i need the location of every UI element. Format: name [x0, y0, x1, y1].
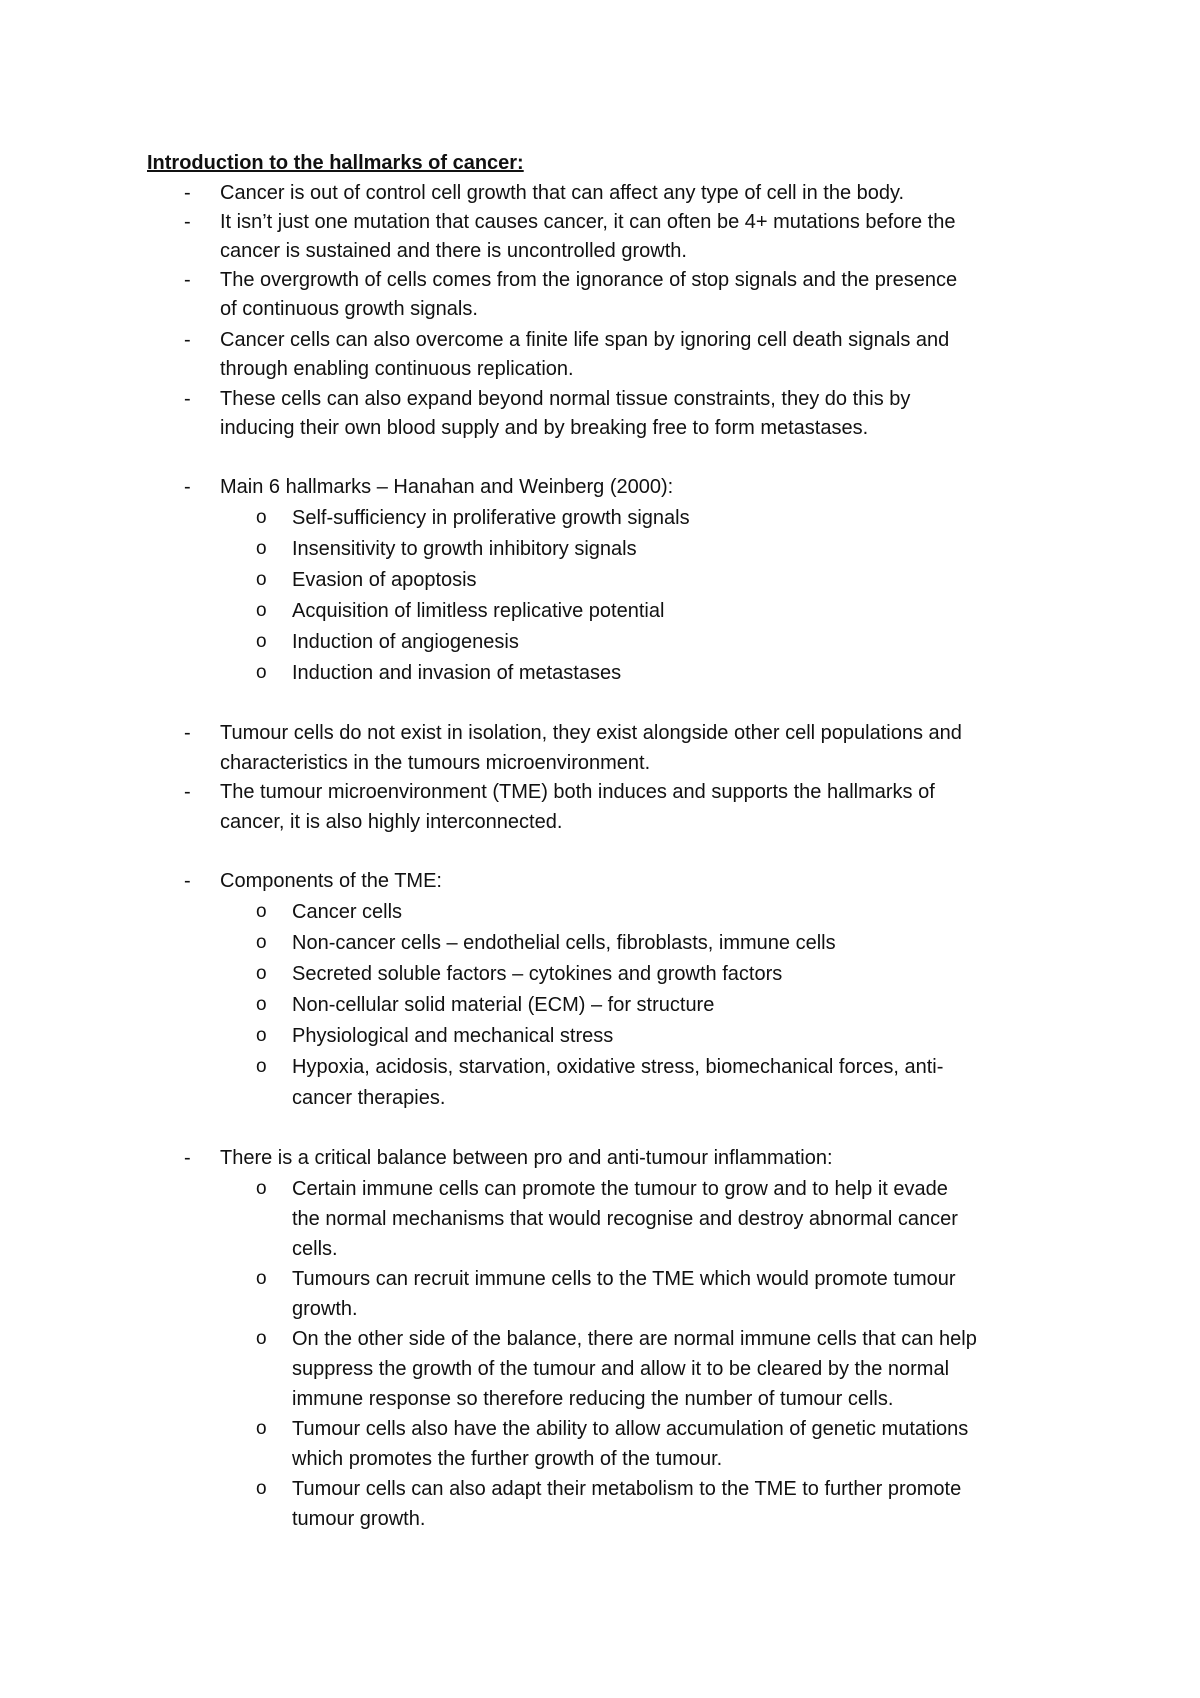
- intro-point-line: Cancer cells can also overcome a finite life span by ignoring cell death signals and: [220, 329, 950, 351]
- hallmark-item: Self-sufficiency in proliferative growth signals: [292, 507, 690, 529]
- page-heading: Introduction to the hallmarks of cancer:: [147, 152, 524, 174]
- dash-bullet: -: [184, 870, 191, 892]
- balance-item: cells.: [292, 1238, 338, 1260]
- hallmark-item: Acquisition of limitless replicative potential: [292, 600, 665, 622]
- circle-bullet: o: [256, 901, 267, 922]
- component-item: Physiological and mechanical stress: [292, 1025, 614, 1047]
- dash-bullet: -: [184, 182, 191, 204]
- circle-bullet: o: [256, 662, 267, 683]
- balance-item: Tumour cells can also adapt their metabolism to the TME to further promote: [292, 1478, 962, 1500]
- intro-point-line: Cancer is out of control cell growth that can affect any type of cell in the body.: [220, 182, 905, 204]
- hallmark-item: Induction and invasion of metastases: [292, 662, 622, 684]
- dash-bullet: -: [184, 476, 191, 498]
- dash-bullet: -: [184, 1147, 191, 1169]
- hallmark-item: Insensitivity to growth inhibitory signals: [292, 538, 637, 560]
- component-item: Secreted soluble factors – cytokines and growth factors: [292, 963, 783, 985]
- component-item: Hypoxia, acidosis, starvation, oxidative stress, biomechanical forces, anti-: [292, 1056, 944, 1078]
- balance-item: which promotes the further growth of the tumour.: [292, 1448, 723, 1470]
- circle-bullet: o: [256, 1328, 267, 1349]
- balance-item: On the other side of the balance, there are normal immune cells that can help: [292, 1328, 977, 1350]
- intro-point-line: cancer is sustained and there is uncontrolled growth.: [220, 240, 687, 262]
- hallmark-item: Evasion of apoptosis: [292, 569, 477, 591]
- circle-bullet: o: [256, 631, 267, 652]
- hallmarks-title: Main 6 hallmarks – Hanahan and Weinberg (2000):: [220, 476, 674, 498]
- circle-bullet: o: [256, 1025, 267, 1046]
- dash-bullet: -: [184, 388, 191, 410]
- circle-bullet: o: [256, 994, 267, 1015]
- intro-point-line: inducing their own blood supply and by breaking free to form metastases.: [220, 417, 869, 439]
- components-title: Components of the TME:: [220, 870, 442, 892]
- dash-bullet: -: [184, 722, 191, 744]
- circle-bullet: o: [256, 1056, 267, 1077]
- circle-bullet: o: [256, 600, 267, 621]
- circle-bullet: o: [256, 1178, 267, 1199]
- intro-point-line: The overgrowth of cells comes from the ignorance of stop signals and the presence: [220, 269, 958, 291]
- dash-bullet: -: [184, 269, 191, 291]
- tme-point-line: cancer, it is also highly interconnected.: [220, 811, 563, 833]
- circle-bullet: o: [256, 963, 267, 984]
- intro-point-line: These cells can also expand beyond normal tissue constraints, they do this by: [220, 388, 911, 410]
- dash-bullet: -: [184, 329, 191, 351]
- circle-bullet: o: [256, 507, 267, 528]
- balance-item: immune response so therefore reducing the number of tumour cells.: [292, 1388, 894, 1410]
- component-item: Non-cellular solid material (ECM) – for structure: [292, 994, 715, 1016]
- hallmark-item: Induction of angiogenesis: [292, 631, 519, 653]
- tme-point-line: The tumour microenvironment (TME) both induces and supports the hallmarks of: [220, 781, 935, 803]
- balance-item: growth.: [292, 1298, 358, 1320]
- balance-item: Tumours can recruit immune cells to the TME which would promote tumour: [292, 1268, 956, 1290]
- intro-point-line: of continuous growth signals.: [220, 298, 478, 320]
- circle-bullet: o: [256, 1478, 267, 1499]
- circle-bullet: o: [256, 932, 267, 953]
- intro-point-line: It isn’t just one mutation that causes cancer, it can often be 4+ mutations before the: [220, 211, 956, 233]
- circle-bullet: o: [256, 1268, 267, 1289]
- tme-point-line: Tumour cells do not exist in isolation, they exist alongside other cell populations and: [220, 722, 962, 744]
- balance-title: There is a critical balance between pro and anti-tumour inflammation:: [220, 1147, 833, 1169]
- circle-bullet: o: [256, 1418, 267, 1439]
- balance-item: Tumour cells also have the ability to allow accumulation of genetic mutations: [292, 1418, 969, 1440]
- balance-item: the normal mechanisms that would recognise and destroy abnormal cancer: [292, 1208, 958, 1230]
- balance-item: suppress the growth of the tumour and allow it to be cleared by the normal: [292, 1358, 950, 1380]
- circle-bullet: o: [256, 569, 267, 590]
- balance-item: tumour growth.: [292, 1508, 426, 1530]
- component-item: Cancer cells: [292, 901, 403, 923]
- dash-bullet: -: [184, 781, 191, 803]
- intro-point-line: through enabling continuous replication.: [220, 358, 574, 380]
- component-item: Non-cancer cells – endothelial cells, fibroblasts, immune cells: [292, 932, 836, 954]
- circle-bullet: o: [256, 538, 267, 559]
- component-item: cancer therapies.: [292, 1087, 446, 1109]
- tme-point-line: characteristics in the tumours microenvironment.: [220, 752, 651, 774]
- balance-item: Certain immune cells can promote the tumour to grow and to help it evade: [292, 1178, 948, 1200]
- dash-bullet: -: [184, 211, 191, 233]
